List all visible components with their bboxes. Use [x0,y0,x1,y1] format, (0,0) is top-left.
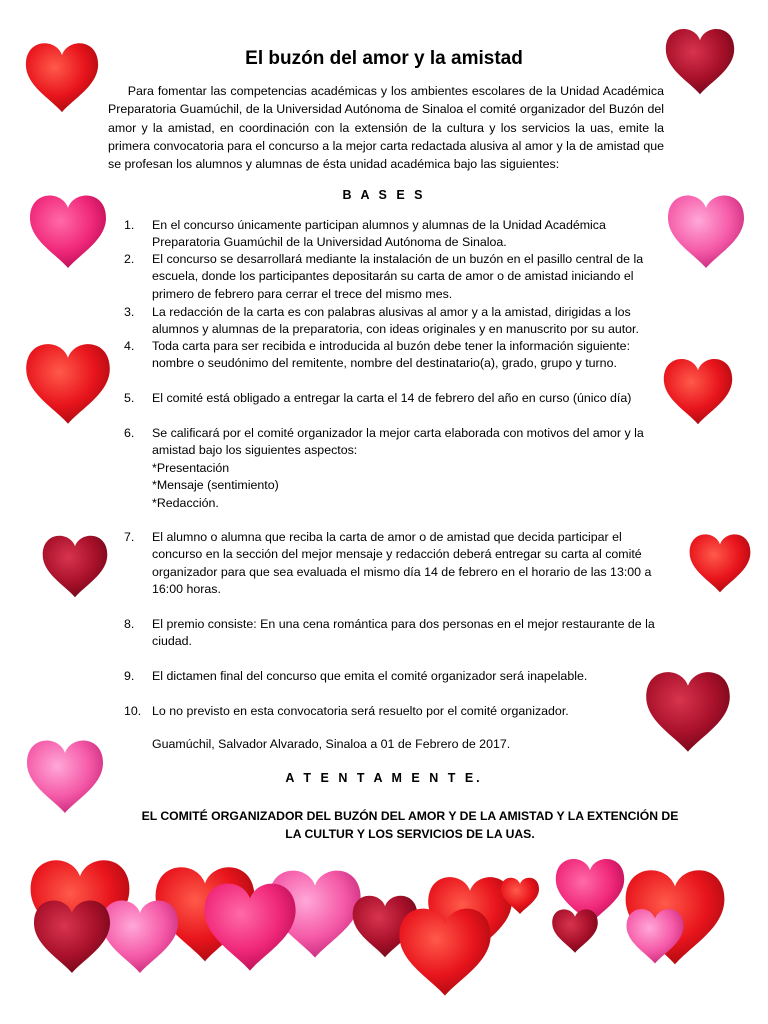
aspect-item: *Presentación [152,460,230,475]
committee-signature: EL COMITÉ ORGANIZADOR DEL BUZÓN DEL AMOR Y DE LA AMISTAD Y LA EXTENCIÓN DE LA CULTUR Y LOS SERVICIOS DE LA UAS. [141,809,679,841]
aspect-item: *Redacción. [152,495,219,510]
signoff: A T E N T A M E N T E. [285,771,483,785]
document-title: El buzón del amor y la amistad [245,48,523,69]
place-date: Guamúchil, Salvador Alvarado, Sinaloa a 01 de Febrero de 2017. [152,737,511,751]
aspect-item: *Mensaje (sentimiento) [152,478,279,493]
bases-heading: B A S E S [342,188,426,202]
intro-paragraph: Para fomentar las competencias académicas y los ambientes escolares de la Unidad Académica Preparatoria Guamúchil, de la Universidad Autónoma de Sinaloa el comité organizador del Buzón del amor y la amistad, en coordinación con la extensión de la cultura y los servicios la uas, emite la primera convocatoria para el concurso a la mejor carta redactada alusiva al amor y la de amistad que se profesan los alumnos y alumnas de ésta unidad académica bajo las siguientes: [108,84,664,172]
document-page: El buzón del amor y la amistad Para fomentar las competencias académicas y los ambientes escolares de la Unidad Académica Preparatoria Guamúchil, de la Universidad Autónoma de Sinaloa el comité organizador del Buzón del amor y la amistad, en coordinación con la extensión de la cultura y los servicios la uas, emite la primera convocatoria para el concurso a la mejor carta redactada alusiva al amor y la de amistad que se profesan los alumnos y alumnas de ésta unidad académica bajo las siguientes: B A S E S 1. En el concurso únicamente participan alumnos y alumnas de la Unidad Académica Preparatoria Guamúchil de la Universidad Autónoma de Sinaloa. 2. El concurso se desarrollará mediante la instalación de un buzón en el pasillo central de la escuela, donde los participantes depositarán su carta de amor o de amistad iniciando el primero de febrero para cerrar el trece del mismo mes. 3. La redacción de la carta es con palabras alusivas al amor y a la amistad, dirigidas a los alumnos y alumnas de la preparatoria, con ideas originales y en manuscrito por su autor. 4. Toda carta para ser recibida e introducida al buzón debe tener la información siguiente: nombre o seudónimo del remitente, nombre del destinatario(a), grado, grupo y turno. 5. El comité está obligado a entregar la carta el 14 de febrero del año en curso (único día) 6. Se calificará por el comité organizador la mejor carta elaborada con motivos del amor y la amistad bajo los siguientes aspectos: *Presentación *Mensaje (sentimiento) *Redacción. 7. El alumno o alumna que reciba la carta de amor o de amistad que decida participar el concurso en la sección del mejor mensaje y redacción deberá entregar su carta al comité organizador para que sea evaluada el mismo día 14 de febrero en el horario de las 13:00 a 16:00 horas. 8. El premio consiste: En una cena romántica para dos personas en el mejor restaurante de la ciudad. 9. El dictamen final del concurso que emita el comité organizador será inapelable. 10. Lo no previsto en esta convocatoria será resuelto por el comité organizador. Guamúchil, Salvador Alvarado, Sinaloa a 01 de Febrero de 2017. A T E N T A M E N T E. EL COMITÉ ORGANIZADOR DEL BUZÓN DEL AMOR Y DE LA AMISTAD Y LA EXTENCIÓN DE LA CULTUR Y LOS SERVICIOS DE LA UAS. [0,0,768,1024]
